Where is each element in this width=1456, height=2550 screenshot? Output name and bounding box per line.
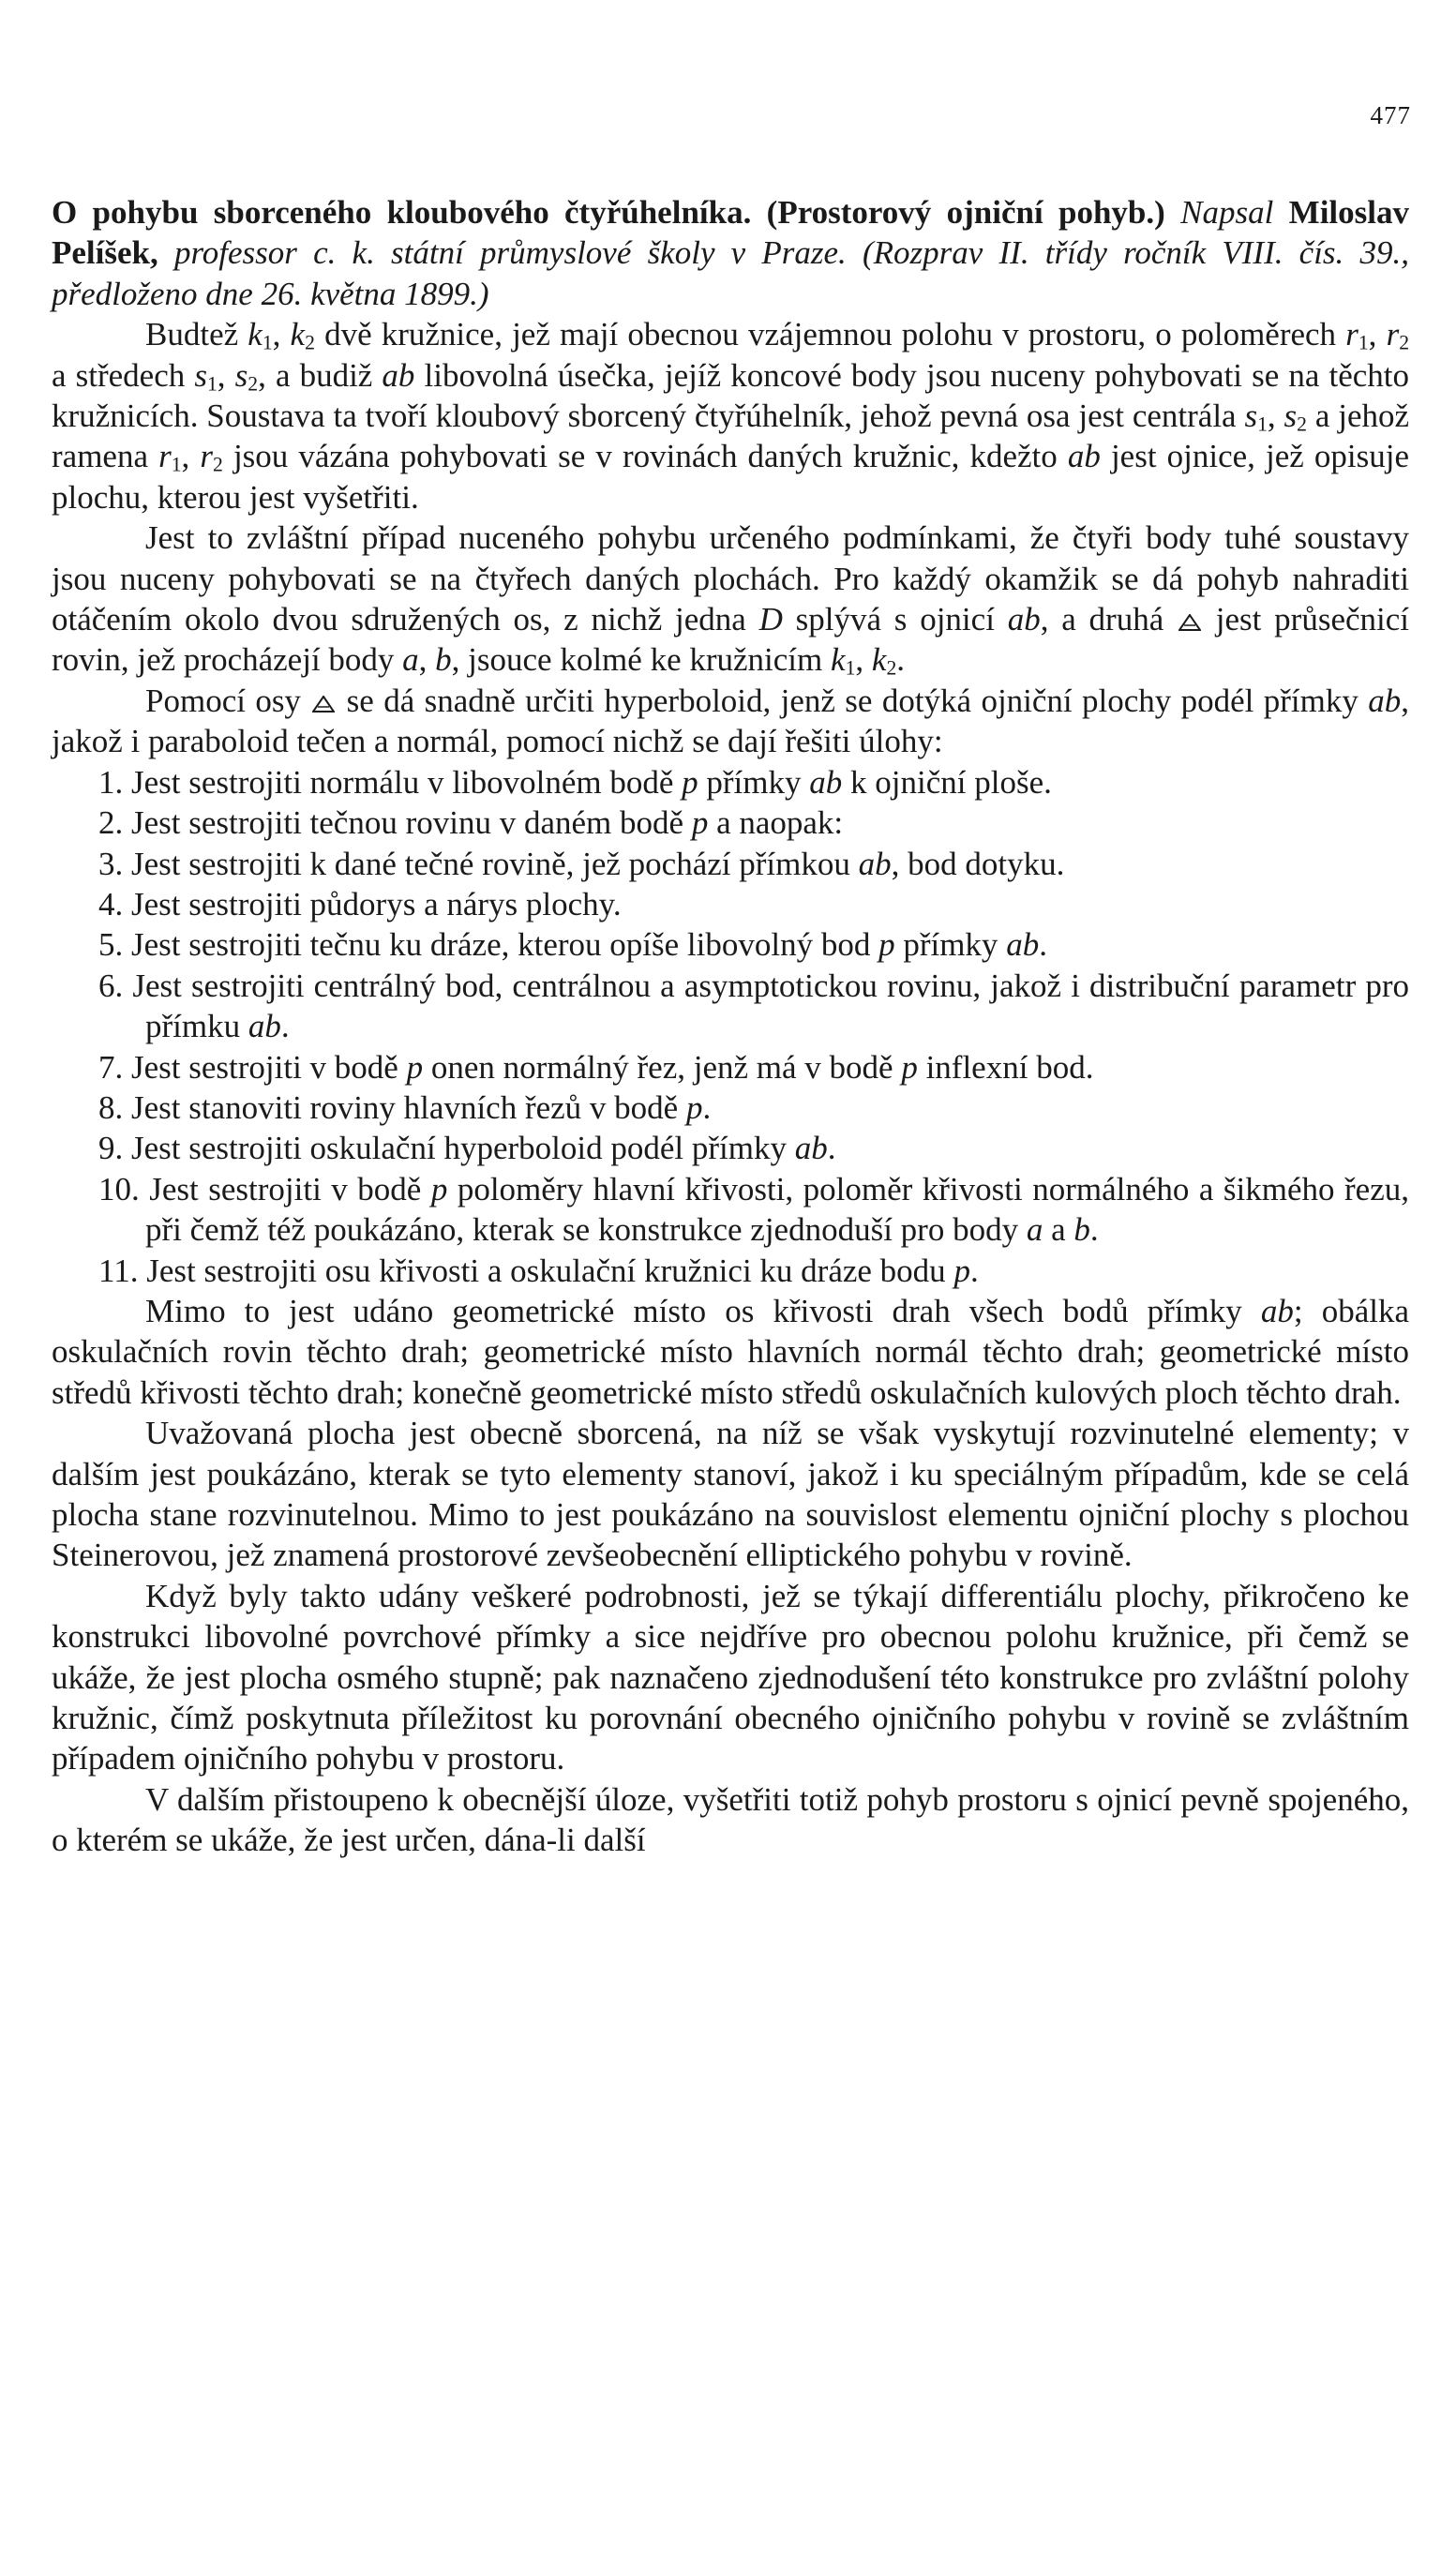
task-number: 8.	[98, 1088, 124, 1126]
task-number: 10.	[98, 1170, 140, 1208]
variable: p	[682, 763, 698, 801]
text-run: .	[280, 1008, 290, 1045]
text-run: Jest sestrojiti k dané tečné rovině, jež pochází přímkou	[123, 845, 859, 882]
text-run: .	[1039, 926, 1047, 964]
text-run: .	[969, 1252, 979, 1289]
text-run: .	[1089, 1211, 1099, 1249]
task-number: 9.	[98, 1130, 124, 1167]
subscript: 2	[1297, 412, 1307, 436]
text-run: ,	[1267, 398, 1284, 435]
subscript: 2	[1399, 331, 1410, 354]
variable: b	[1073, 1211, 1090, 1249]
task-item	[52, 762, 1409, 802]
text-run: .	[896, 641, 906, 679]
var-s: s	[194, 356, 207, 394]
text-run: Mimo to jest udáno geometrické místo os křivosti drah všech bodů přímky	[145, 1292, 1261, 1329]
text-run: ,	[181, 438, 201, 475]
task-item	[52, 844, 1409, 884]
task-item	[52, 1128, 1409, 1168]
napsal-label: Napsal	[1180, 194, 1274, 231]
var-k: k	[871, 641, 887, 679]
text-run: Jest sestrojiti normálu v libovolném bodě	[123, 763, 683, 801]
text-run: k ojniční ploše.	[842, 763, 1052, 801]
variable: p	[878, 926, 895, 964]
variable: p	[430, 1170, 448, 1208]
author-info: professor c. k. státní průmyslové školy v Praze. (Rozprav II. třídy ročník VIII. čís. 39., předloženo dne 26. května 1899.)	[52, 234, 1409, 312]
task-item	[52, 884, 1409, 924]
var-s: s	[234, 356, 248, 394]
task-item	[52, 1047, 1409, 1088]
text-run: onen normálný řez, jenž má v bodě	[423, 1048, 902, 1086]
subscript: 2	[305, 331, 315, 354]
text-run: Jest sestrojiti centrálný bod, centrálnou a asymptotickou rovinu, jakož i distribuční parametr pro přímku	[123, 967, 1409, 1045]
paragraph-6: Když byly takto udány veškeré podrobnosti, jež se týkají differentiálu plochy, přikročeno ke konstrukci libovolné povrchové přímky a sice nejdříve pro obecnou polohu kružnice, při čemž se ukáže, že jest plocha osmého stupně; pak naznačeno zjednodušení této konstrukce pro zvláštní polohy kružnic, čímž poskytnuta příležitost ku porovnání obecného ojničního pohybu v rovině se zvláštním případem ojničního pohybu v prostoru.	[52, 1577, 1409, 1778]
var-r: r	[1386, 316, 1400, 353]
subscript: 1	[845, 656, 856, 680]
text-run: jest průsečnicí rovin, jež procházejí body	[52, 601, 1410, 679]
subscript: 2	[248, 371, 259, 395]
text-run: , jsouce kolmé ke kružnicím	[451, 641, 832, 679]
text-run: přímky	[894, 926, 1007, 964]
task-item	[52, 1169, 1409, 1251]
text-run: ; obálka oskulačních rovin těchto drah; geometrické místo hlavních normál těchto drah; geometrické místo středů křivosti těchto drah; konečně geometrické místo středů oskulačních kulových ploch těchto drah.	[52, 1292, 1409, 1411]
text-run: ,	[418, 641, 436, 679]
task-number: 4.	[98, 885, 124, 922]
task-number: 3.	[98, 845, 124, 882]
variable: ab	[1006, 926, 1040, 964]
task-number: 2.	[98, 804, 124, 842]
triangle-axis-icon	[1178, 614, 1201, 631]
text-run: .	[702, 1088, 712, 1126]
text-run: se dá snadně určiti hyperboloid, jenž se dotýká ojniční plochy podél přímky	[337, 682, 1369, 719]
variable: p	[901, 1048, 918, 1086]
text-run: a středech	[52, 356, 195, 394]
text-run: ,	[855, 641, 872, 679]
author-name: Miloslav Pelíšek,	[52, 194, 1409, 272]
text-run: ,	[272, 316, 291, 353]
task-item	[52, 1251, 1409, 1291]
text-run: .	[827, 1130, 836, 1167]
subscript: 1	[262, 331, 273, 354]
text-run: a jehož ramena	[52, 398, 1410, 475]
subscript: 2	[213, 453, 223, 476]
variable: a	[1026, 1211, 1043, 1249]
paragraph-2	[52, 518, 1409, 681]
var-k: k	[248, 316, 263, 353]
variable: ab	[794, 1130, 828, 1167]
var-ab: ab	[1067, 438, 1101, 475]
task-item	[52, 924, 1409, 965]
subscript: 1	[171, 453, 182, 476]
var-k: k	[290, 316, 306, 353]
text-run: Budtež	[145, 316, 248, 353]
var-ab: ab	[382, 356, 415, 394]
task-number: 5.	[98, 926, 124, 964]
text-run: , a budiž	[258, 356, 383, 394]
text-run: , jakož i paraboloid tečen a normál, pomocí nichž se dají řešiti úlohy:	[52, 682, 1409, 760]
subscript: 1	[1257, 412, 1268, 436]
task-item	[52, 802, 1409, 843]
text-run: ,	[217, 356, 235, 394]
variable: p	[406, 1048, 424, 1086]
text-run: Jest sestrojiti v bodě	[139, 1170, 431, 1208]
task-number: 11.	[98, 1252, 139, 1289]
text-run: Jest sestrojiti tečnou rovinu v daném bodě	[123, 804, 692, 842]
task-item	[52, 1088, 1409, 1128]
var-r: r	[1345, 316, 1358, 353]
text-run: přímky	[698, 763, 810, 801]
var-D: D	[758, 601, 783, 638]
text-run: a naopak:	[708, 804, 844, 842]
paragraph-3	[52, 681, 1409, 762]
var-ab: ab	[1260, 1292, 1294, 1329]
text-run: a	[1043, 1211, 1074, 1249]
text-run: jsou vázána pohybovati se v rovinách daných kružnic, kdežto	[222, 438, 1068, 475]
text-run: Jest sestrojiti v bodě	[123, 1048, 407, 1086]
var-s: s	[1244, 398, 1258, 435]
task-number: 1.	[98, 763, 124, 801]
text-run: libovolná úsečka, jejíž koncové body jsou nuceny pohybovati se na těchto kružnicích. Soustava ta tvoří kloubový sborcený čtyřúhelník, jehož pevná osa jest centrála	[52, 356, 1409, 435]
text-run: Jest to zvláštní případ nuceného pohybu určeného podmínkami, že čtyři body tuhé soustavy jsou nuceny pohybovati se na čtyřech daných plochách. Pro každý okamžik se dá pohyb nahraditi otáčením okolo dvou sdružených os, z nichž jedna	[52, 519, 1409, 638]
variable: ab	[858, 845, 892, 882]
var-a: a	[402, 641, 419, 679]
variable: ab	[248, 1008, 281, 1045]
var-r: r	[200, 438, 214, 475]
text-run: Jest sestrojiti tečnu ku dráze, kterou opíše libovolný bod	[123, 926, 879, 964]
page-number: 477	[1370, 101, 1411, 129]
variable: ab	[809, 763, 843, 801]
var-b: b	[435, 641, 452, 679]
variable: p	[691, 804, 709, 842]
text-run: , bod dotyku.	[891, 845, 1065, 882]
task-list	[52, 762, 1409, 1291]
article-header	[52, 192, 1409, 314]
text-run: Jest sestrojiti osu křivosti a oskulační kružnici ku dráze bodu	[138, 1252, 954, 1289]
var-r: r	[158, 438, 172, 475]
article-text	[52, 192, 1409, 1861]
subscript: 1	[206, 371, 218, 395]
subscript: 1	[1358, 331, 1369, 354]
paragraph-1	[52, 314, 1409, 518]
text-run: dvě kružnice, jež mají obecnou vzájemnou polohu v prostoru, o poloměrech	[314, 316, 1346, 353]
text-run: jest ojnice, jež opisuje plochu, kterou jest vyšetřiti.	[52, 438, 1409, 516]
paragraph-5: Uvažovaná plocha jest obecně sborcená, na níž se však vyskytují rozvinutelné elementy; v dalším jest poukázáno, kterak se tyto elementy stanoví, jakož i ku speciálným případům, kde se celá plocha stane rozvinutelnou. Mimo to jest poukázáno na souvislost elementu ojniční plochy s plochou Steinerovou, jež znamená prostorové zevšeobecnění elliptického pohybu v rovině.	[52, 1415, 1409, 1574]
paragraph-7: V dalším přistoupeno k obecnější úloze, vyšetřiti totiž pohyb prostoru s ojnicí pevně spojeného, o kterém se ukáže, že jest určen, dána-li další	[52, 1780, 1409, 1859]
text-run: Pomocí osy	[145, 682, 311, 719]
var-k: k	[831, 641, 846, 679]
text-run: poloměry hlavní křivosti, poloměr křivosti normálného a šikmého řezu, při čemž též poukázáno, kterak se konstrukce zjednoduší pro body	[145, 1170, 1409, 1249]
text-run: inflexní bod.	[917, 1048, 1094, 1086]
variable: p	[953, 1252, 970, 1289]
var-s: s	[1283, 398, 1298, 435]
text-run: Jest sestrojiti oskulační hyperboloid podél přímky	[123, 1130, 795, 1167]
triangle-axis-icon	[312, 696, 335, 712]
text-run: ,	[1368, 316, 1387, 353]
var-ab: ab	[1007, 601, 1041, 638]
task-number: 7.	[98, 1048, 124, 1086]
text-run: Jest stanoviti roviny hlavních řezů v bodě	[123, 1088, 686, 1126]
task-number: 6.	[98, 967, 124, 1004]
text-run: splývá s ojnicí	[782, 601, 1008, 638]
text-run: Jest sestrojiti půdorys a nárys plochy.	[123, 885, 622, 922]
variable: p	[685, 1088, 703, 1126]
text-run: , a druhá	[1040, 601, 1178, 638]
subscript: 2	[886, 656, 897, 680]
var-ab: ab	[1368, 682, 1402, 719]
task-item	[52, 966, 1409, 1047]
paragraph-4	[52, 1291, 1409, 1413]
article-title: O pohybu sborceného kloubového čtyřúhelníka. (Prostorový ojniční pohyb.)	[52, 194, 1165, 231]
